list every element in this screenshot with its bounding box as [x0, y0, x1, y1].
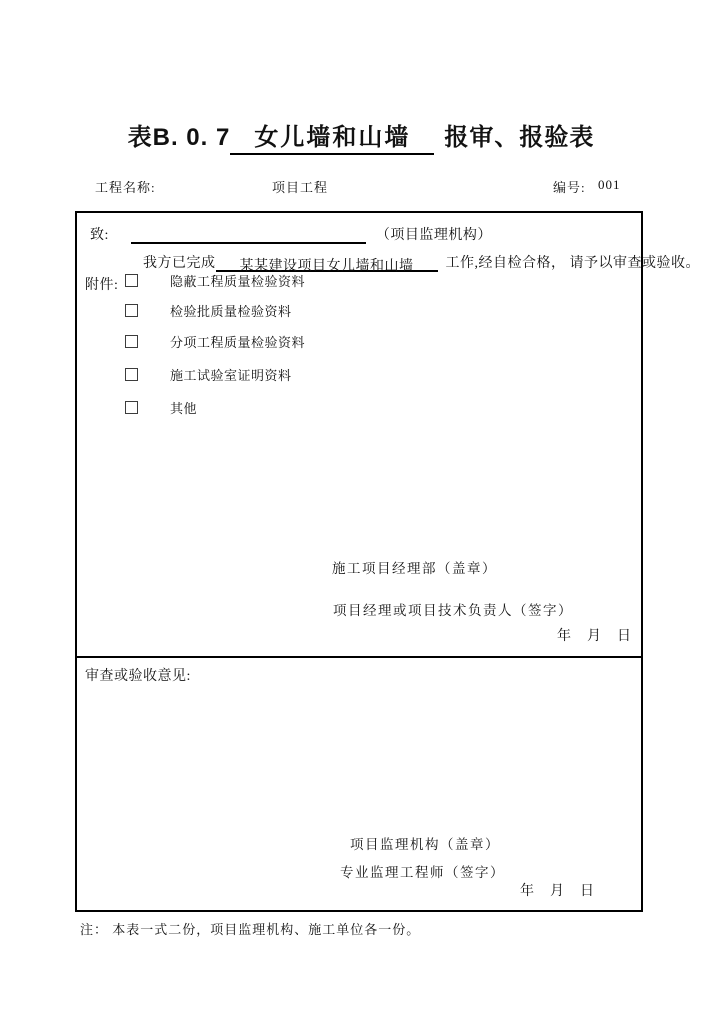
- attachment-row: [125, 400, 197, 414]
- project-name-label: 工程名称:: [95, 180, 156, 195]
- attachment-row: [125, 273, 305, 287]
- attachment-label: 隐蔽工程质量检验资料: [170, 273, 306, 289]
- review-opinion-label: 审查或验收意见:: [85, 669, 191, 684]
- attachment-row: [125, 367, 292, 381]
- footer-note: 注： 本表一式二份，项目监理机构、施工单位各一份。: [80, 922, 421, 937]
- attachment-row: [125, 334, 305, 348]
- title-suffix: 报审、报验表: [444, 124, 595, 151]
- attachment-label: 其他: [170, 400, 198, 416]
- contractor-date-line: 年 月 日: [557, 629, 632, 644]
- document-number-label: 编号:: [553, 180, 586, 195]
- to-label: 致:: [90, 228, 109, 243]
- attachment-checkbox[interactable]: [125, 368, 138, 381]
- title-subject-underlined: 女儿墙和山墙: [230, 117, 434, 155]
- attachment-label: 施工试验室证明资料: [170, 367, 292, 383]
- to-line: [90, 224, 492, 244]
- attachment-label: 分项工程质量检验资料: [170, 334, 306, 350]
- document-number-value: 001: [598, 177, 621, 192]
- attachment-row: [125, 303, 292, 317]
- completed-label: 我方已完成: [143, 256, 216, 271]
- to-blank-field[interactable]: [131, 227, 366, 244]
- supervision-date-line: 年 月 日: [520, 884, 595, 899]
- attachment-checkbox[interactable]: [125, 304, 138, 317]
- attachment-checkbox[interactable]: [125, 274, 138, 287]
- attachment-label: 检验批质量检验资料: [170, 303, 292, 319]
- form-body-box: [75, 211, 700, 912]
- attachment-checkbox[interactable]: [125, 401, 138, 414]
- section-divider: [77, 656, 641, 658]
- contractor-stamp-line: 施工项目经理部（盖章）: [332, 561, 497, 576]
- title-prefix: 表B. 0. 7: [127, 124, 231, 151]
- contractor-sign-line: 项目经理或项目技术负责人（签字）: [333, 603, 573, 618]
- attachments-label: 附件:: [85, 278, 119, 293]
- project-name-value: 项目工程: [272, 180, 329, 195]
- form-title: [0, 117, 722, 155]
- supervision-org-stamp-line: 项目监理机构（盖章）: [350, 837, 500, 852]
- supervision-engineer-sign-line: 专业监理工程师（签字）: [340, 865, 505, 880]
- to-suffix: （项目监理机构）: [375, 228, 492, 243]
- completed-work-field[interactable]: 某某建设项目女儿墙和山墙: [216, 255, 438, 272]
- completed-line: [143, 252, 700, 272]
- attachment-checkbox[interactable]: [125, 335, 138, 348]
- completed-suffix: 工作,经自检合格， 请予以审查或验收。: [445, 256, 700, 271]
